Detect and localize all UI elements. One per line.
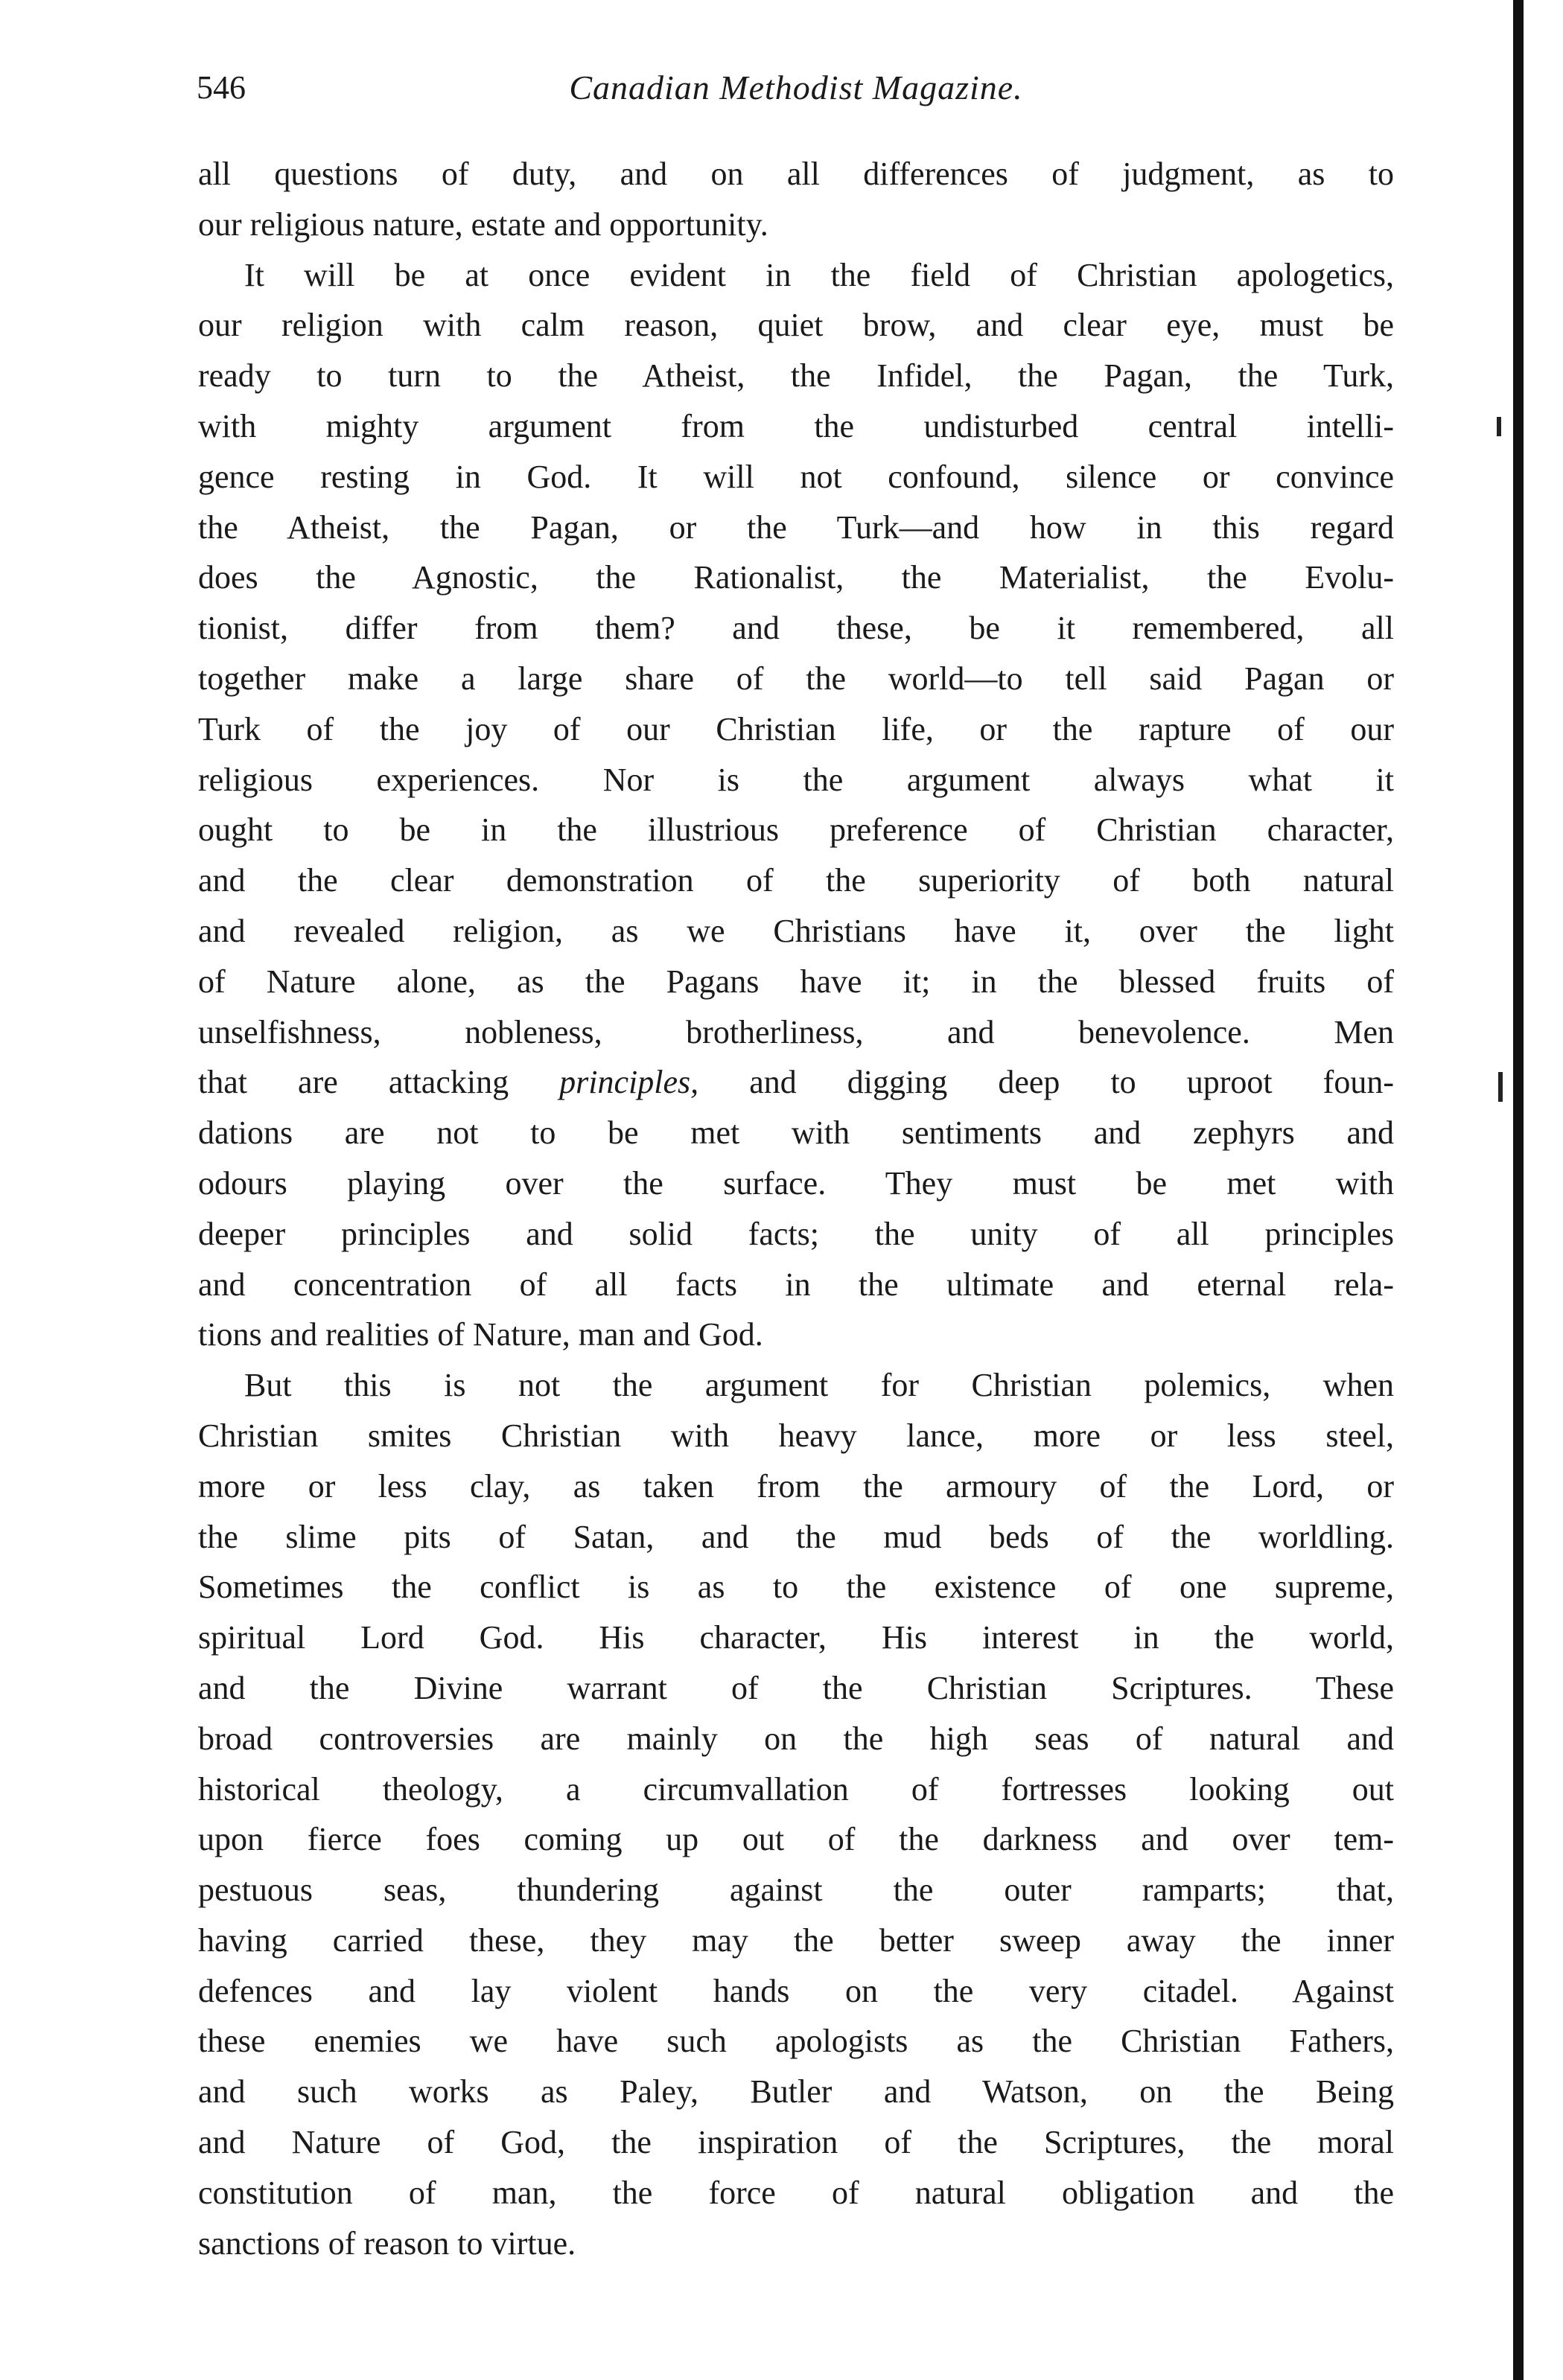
edge-mark — [1498, 1072, 1503, 1102]
italic-word: principles, — [559, 1064, 699, 1101]
text-line: pestuous seas, thundering against the outer ramparts; that, — [198, 1872, 1394, 1909]
text-line: and concentration of all facts in the ultimate and eternal rela- — [198, 1266, 1394, 1303]
text-line: religious experiences. Nor is the argument always what it — [198, 761, 1394, 798]
text-line: tionist, differ from them? and these, be it remembered, all — [198, 610, 1394, 647]
text-line: broad controversies are mainly on the high seas of natural and — [198, 1720, 1394, 1757]
text-line: unselfishness, nobleness, brotherliness, and benevolence. Men — [198, 1013, 1394, 1050]
text-line: historical theology, a circumvallation of fortresses looking out — [198, 1770, 1394, 1808]
text-line: Sometimes the conflict is as to the existence of one supreme, — [198, 1569, 1394, 1606]
edge-mark — [1497, 417, 1501, 436]
text-line: the slime pits of Satan, and the mud beds of the worldling. — [198, 1518, 1394, 1555]
text-line: ready to turn to the Atheist, the Infidel, the Pagan, the Turk, — [198, 357, 1394, 395]
text-line: our religious nature, estate and opportunity. — [198, 205, 768, 243]
paragraph-start-line: But this is not the argument for Christian polemics, when — [244, 1367, 1394, 1404]
text-line: of Nature alone, as the Pagans have it; in the blessed fruits of — [198, 963, 1394, 1000]
text-line: more or less clay, as taken from the armoury of the Lord, or — [198, 1467, 1394, 1505]
text-line: and the Divine warrant of the Christian Scriptures. These — [198, 1669, 1394, 1706]
text-line: constitution of man, the force of natural obligation and the — [198, 2174, 1394, 2211]
running-title: Canadian Methodist Magazine. — [569, 68, 1023, 106]
text-line: defences and lay violent hands on the very citadel. Against — [198, 1972, 1394, 2009]
text-line: odours playing over the surface. They must be met with — [198, 1164, 1394, 1202]
text-line: these enemies we have such apologists as the Christian Fathers, — [198, 2023, 1394, 2060]
text-line: sanctions of reason to virtue. — [198, 2224, 576, 2262]
text-line: Turk of the joy of our Christian life, or the rapture of our — [198, 710, 1394, 747]
text-line: tions and realities of Nature, man and God. — [198, 1316, 763, 1353]
text-line: together make a large share of the world—to tell said Pagan or — [198, 660, 1394, 697]
text-line: with mighty argument from the undisturbed central intelli- — [198, 407, 1394, 444]
text-line: and revealed religion, as we Christians have it, over the light — [198, 912, 1394, 949]
text-line: and the clear demonstration of the superiority of both natural — [198, 862, 1394, 899]
paragraph-start-line: It will be at once evident in the field of Christian apologetics, — [244, 256, 1394, 293]
text-line: ought to be in the illustrious preference of Christian character, — [198, 811, 1394, 849]
page-header — [197, 66, 1395, 125]
text-line: deeper principles and solid facts; the unity of all principles — [198, 1215, 1394, 1252]
page-number: 546 — [197, 69, 246, 106]
article-body — [198, 149, 1394, 2268]
line-lead: that are attacking — [198, 1064, 560, 1101]
text-line: and such works as Paley, Butler and Watson, on the Being — [198, 2073, 1394, 2111]
page-edge-rule — [1513, 0, 1524, 2380]
text-line: upon fierce foes coming up out of the darkness and over tem- — [198, 1821, 1394, 1858]
line-tail: and digging deep to uproot foun- — [698, 1064, 1394, 1101]
text-line: Christian smites Christian with heavy lance, more or less steel, — [198, 1417, 1394, 1454]
text-line: spiritual Lord God. His character, His interest in the world, — [198, 1619, 1394, 1656]
text-line: gence resting in God. It will not confound, silence or convince — [198, 458, 1394, 495]
text-line: the Atheist, the Pagan, or the Turk—and how in this regard — [198, 508, 1394, 546]
text-line: all questions of duty, and on all differences of judgment, as to — [198, 156, 1394, 192]
text-line: our religion with calm reason, quiet brow, and clear eye, must be — [198, 307, 1394, 344]
text-line: and Nature of God, the inspiration of the Scriptures, the moral — [198, 2124, 1394, 2161]
text-line: does the Agnostic, the Rationalist, the Materialist, the Evolu- — [198, 559, 1394, 596]
text-line: dations are not to be met with sentiments and zephyrs and — [198, 1114, 1394, 1152]
text-line: having carried these, they may the better sweep away the inner — [198, 1921, 1394, 1959]
text-line-with-italic — [198, 1057, 1394, 1108]
